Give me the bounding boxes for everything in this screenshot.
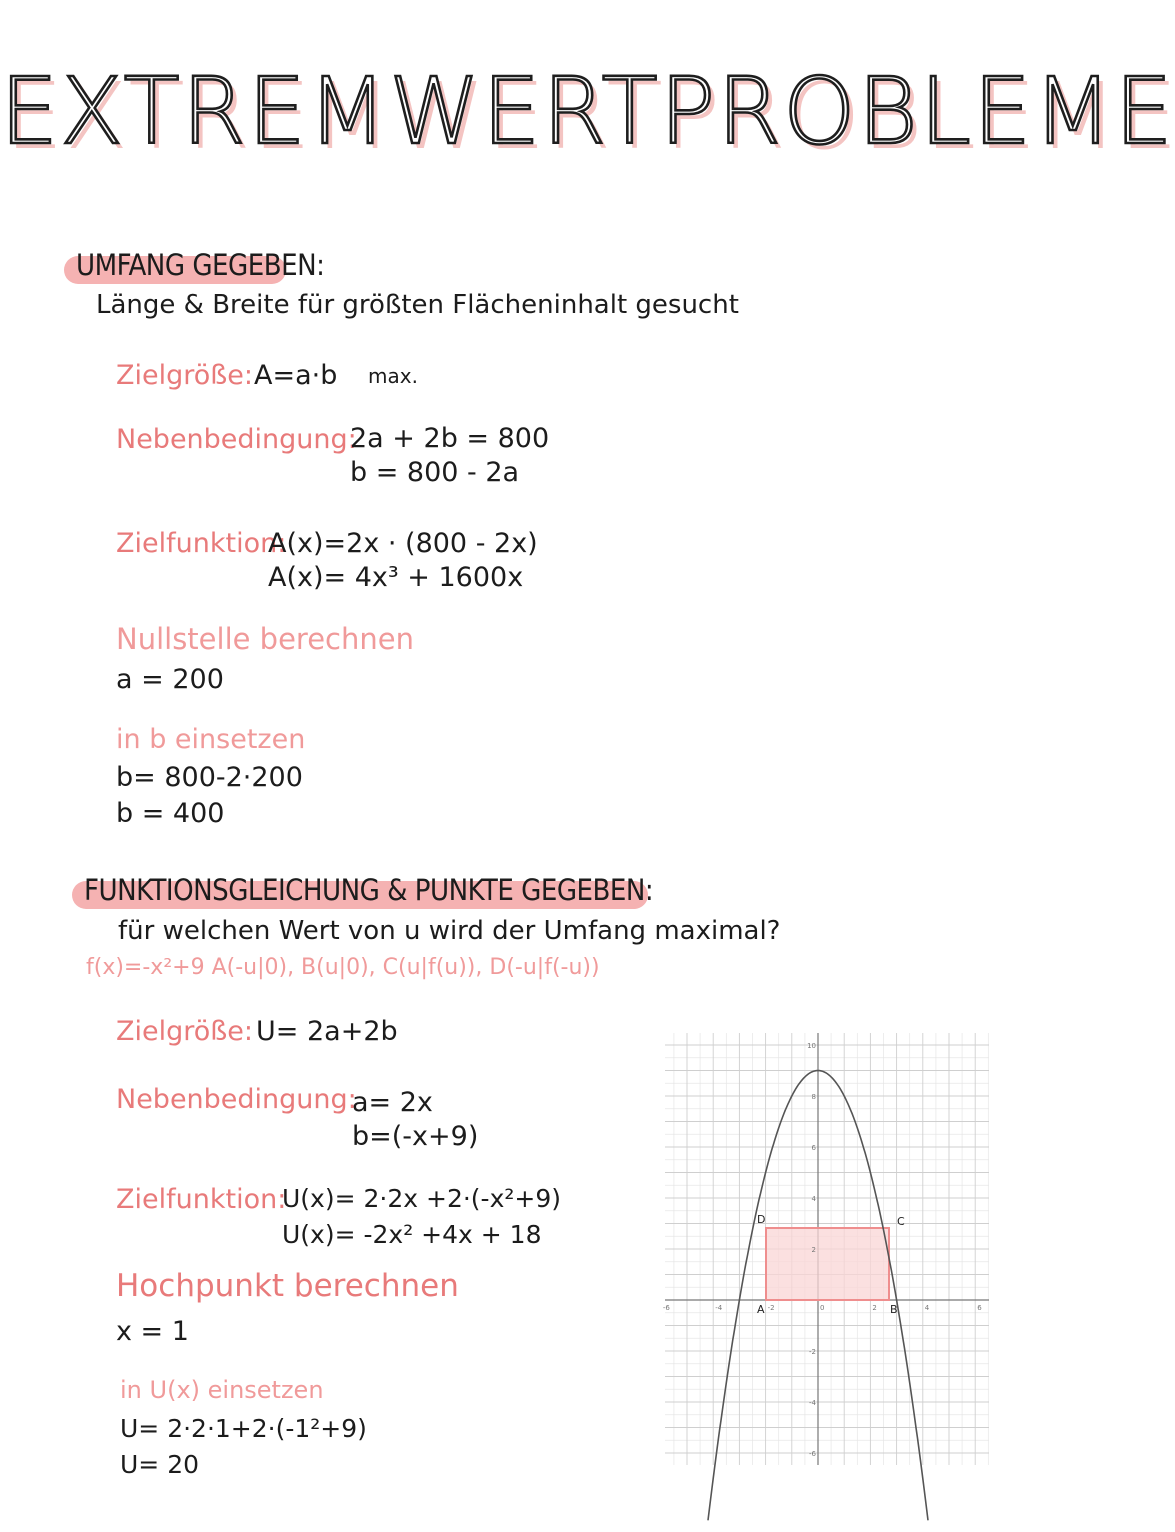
section2-step1-label: Hochpunkt berechnen — [116, 1268, 459, 1304]
x-tick-label: -2 — [767, 1304, 775, 1312]
point-label-b: B — [890, 1303, 898, 1316]
section1-step2-line2: b = 400 — [116, 798, 225, 829]
x-tick-label: 6 — [977, 1304, 982, 1312]
section2-zielgroesse-value: U= 2a+2b — [256, 1016, 398, 1047]
y-tick-label: -2 — [809, 1348, 816, 1356]
section2-question: für welchen Wert von u wird der Umfang maximal? — [118, 916, 781, 946]
inscribed-rectangle — [766, 1228, 889, 1300]
x-tick-label: -4 — [715, 1304, 723, 1312]
section1-step2-line1: b= 800-2·200 — [116, 762, 303, 793]
section1-zielgroesse-label: Zielgröße: — [116, 360, 253, 391]
section1-nebenbedingung-label: Nebenbedingung: — [116, 424, 357, 455]
section1-nebenbedingung-line1: 2a + 2b = 800 — [350, 423, 550, 454]
section2-nebenbedingung-label: Nebenbedingung: — [116, 1084, 357, 1115]
section1-zielfunktion-line1: A(x)=2x · (800 - 2x) — [268, 528, 538, 559]
section1-heading: UMFANG GEGEBEN: — [76, 248, 325, 282]
section1-step1-label: Nullstelle berechnen — [116, 622, 414, 656]
section2-zielgroesse-label: Zielgröße: — [116, 1016, 253, 1047]
page-title: EXTREMWERTPROBLEME — [0, 58, 1175, 165]
section1-zielfunktion-label: Zielfunktion: — [116, 528, 287, 559]
y-tick-label: 8 — [811, 1093, 816, 1101]
point-label-c: C — [897, 1215, 905, 1228]
section2-step2-line2: U= 20 — [120, 1450, 200, 1479]
section2-heading: FUNKTIONSGLEICHUNG & PUNKTE GEGEBEN: — [84, 873, 654, 907]
y-tick-label: 2 — [811, 1246, 816, 1254]
section2-nebenbedingung-line2: b=(-x+9) — [352, 1121, 479, 1152]
x-tick-label: -6 — [662, 1304, 670, 1312]
y-tick-label: -4 — [809, 1399, 816, 1407]
section2-step2-line1: U= 2·2·1+2·(-1²+9) — [120, 1414, 367, 1443]
y-tick-label: -6 — [809, 1450, 816, 1458]
x-tick-label: 2 — [872, 1304, 877, 1312]
section2-step2-label: in U(x) einsetzen — [120, 1376, 324, 1404]
point-label-a: A — [757, 1303, 765, 1316]
section1-step1-value: a = 200 — [116, 664, 224, 695]
section1-zielgroesse-note: max. — [368, 364, 418, 388]
section2-given: f(x)=-x²+9 A(-u|0), B(u|0), C(u|f(u)), D(-u|f(-u)) — [86, 955, 600, 980]
section1-zielfunktion-line2: A(x)= 4x³ + 1600x — [268, 562, 524, 593]
y-tick-label: 10 — [807, 1042, 816, 1050]
x-tick-label: 4 — [924, 1304, 930, 1312]
point-label-d: D — [757, 1213, 766, 1226]
y-tick-label: 4 — [811, 1195, 816, 1203]
section1-zielgroesse-value: A=a·b — [254, 360, 338, 391]
parabola-graph — [662, 1033, 989, 1465]
x-tick-label: 0 — [820, 1304, 825, 1312]
y-tick-label: 6 — [811, 1144, 816, 1152]
section1-step2-label: in b einsetzen — [116, 724, 306, 755]
section2-step1-value: x = 1 — [116, 1316, 189, 1347]
section2-zielfunktion-line2: U(x)= -2x² +4x + 18 — [282, 1220, 542, 1249]
section2-nebenbedingung-line1: a= 2x — [352, 1087, 433, 1118]
section2-zielfunktion-label: Zielfunktion: — [116, 1184, 287, 1215]
section2-zielfunktion-line1: U(x)= 2·2x +2·(-x²+9) — [282, 1184, 561, 1213]
section1-nebenbedingung-line2: b = 800 - 2a — [350, 457, 520, 488]
section1-intro: Länge & Breite für größten Flächeninhalt gesucht — [96, 290, 739, 320]
